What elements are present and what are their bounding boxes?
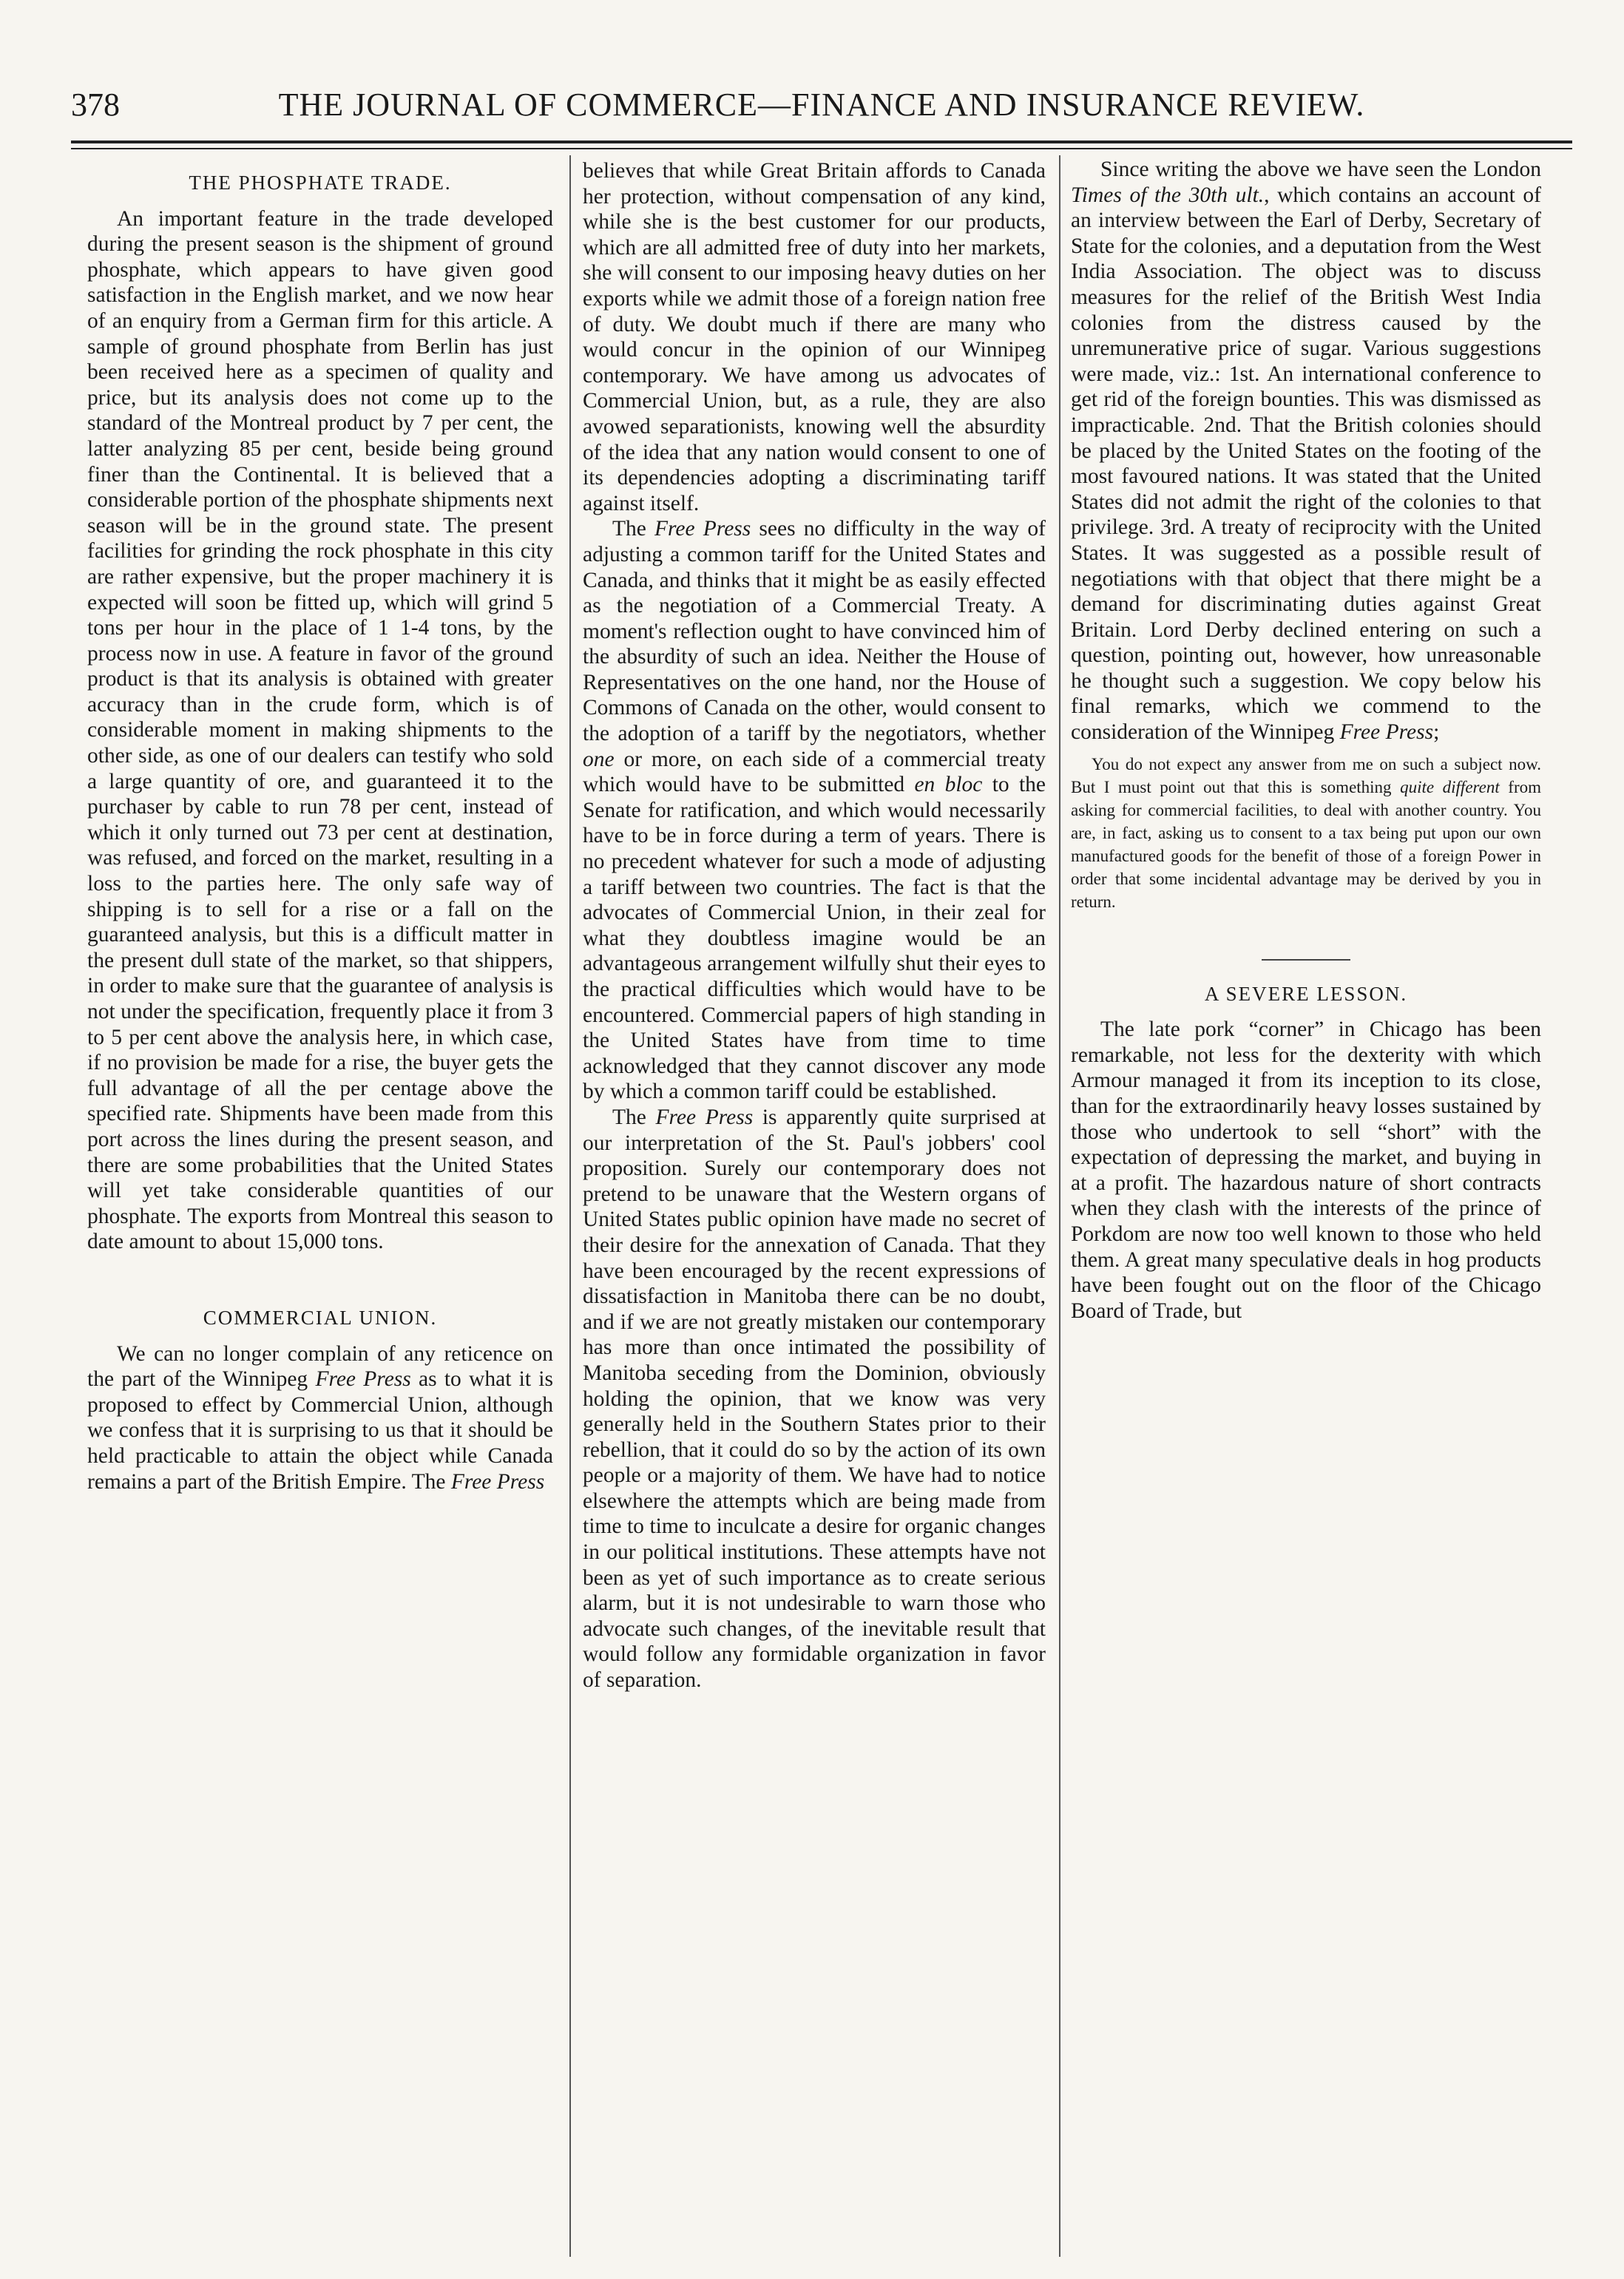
page-header xyxy=(71,83,1572,130)
commercial-union-paragraph-1-cont: believes that while Great Britain affords to Canada her protection, without compensation of any kind, while she is the best customer for our products, which are all admitted free of duty into her markets, she will consent to our imposing heavy duties on her exports while we admit those of a foreign nation free of duty. We doubt much if there are many who would concur in the opinion of our Winnipeg contemporary. We have among us advocates of Commercial Union, but, as a rule, they are also avowed separationists, knowing well the absurdity of the idea that any nation would consent to one of its dependencies adopting a discriminating tariff against itself. xyxy=(583,159,1046,515)
header-rule-thin xyxy=(71,148,1572,149)
header-rule-thick xyxy=(71,140,1572,143)
column-divider xyxy=(1059,155,1060,2257)
article-title-commercial-union: COMMERCIAL UNION. xyxy=(203,1306,438,1329)
page-number: 378 xyxy=(71,87,120,123)
commercial-union-paragraph-3: The Free Press is apparently quite surprised at our interpretation of the St. Paul's jobbers' cool proposition. Surely our contemporary does not pretend to be unaware that the Western organs of United States public opinion have made no secret of their desire for the annexation of Canada. That they have been encouraged by the recent expressions of dissatisfaction in Manitoba there can be no doubt, and if we are not greatly mistaken our contemporary has more than once intimated the possibility of Manitoba seceding from the Dominion, obviously holding the opinion, that we know was very generally held in the Southern States prior to their rebellion, that it could do so by the action of its own people or a majority of them. We have had to notice elsewhere the attempts which are being made from time to time to inculcate a desire for organic changes in our political institutions. These attempts have not been as yet of such importance as to create serious alarm, but it is not undesirable to warn those who advocate such changes, of the inevitable result that would follow any formidable organization in favor of separation. xyxy=(583,1105,1046,1693)
article-body-severe-lesson: The late pork “corner” in Chicago has been remarkable, not less for the dexterity with which Armour managed it from its inception to its close, than for the extraordinarily heavy losses sustained by those who undertook to sell “short” with the expectation of depressing the market, and buying in at a profit. The hazardous nature of short contracts when they clash with the interests of the prince of Porkdom are now too well known to those who held them. A great many speculative deals in hog products have been fought out on the floor of the Chicago Board of Trade, but xyxy=(1071,1017,1541,1323)
commercial-union-paragraph-1: We can no longer complain of any reticence on the part of the Winnipeg Free Press as to what it is proposed to effect by Commercial Union, although we confess that it is surprising to us that it should be held practicable to attain the object while Canada remains a part of the British Empire. The Free Press xyxy=(87,1341,553,1494)
commercial-union-paragraph-4: Since writing the above we have seen the London Times of the 30th ult., which contains an account of an interview between the Earl of Derby, Secretary of State for the colonies, and a deputation from the West India Association. The object was to discuss measures for the relief of the British West India colonies from the distress caused by the unremunerative price of sugar. Various suggestions were made, viz.: 1st. An international conference to get rid of the foreign bounties. This was dismissed as impracticable. 2nd. That the British colonies should be placed by the United States on the footing of the most favoured nations. It was stated that the United States did not admit the right of the colonies to that privilege. 3rd. A treaty of reciprocity with the United States. It was suggested as a possible result of negotiations with that object that there might be a demand for discriminating duties against Great Britain. Lord Derby declined entering on such a question, pointing out, however, how unreasonable he thought such a suggestion. We copy below his final remarks, which we commend to the consideration of the Winnipeg Free Press; xyxy=(1071,158,1542,745)
article-title-phosphate: THE PHOSPHATE TRADE. xyxy=(189,172,452,194)
commercial-union-paragraph-2: The Free Press sees no difficulty in the way of adjusting a common tariff for the United States and Canada, and thinks that it might be as easily effected as the negotiation of a Commercial Treaty. A moment's reflection ought to have convinced him of the absurdity of such an idea. Neither the House of Representatives on the one hand, nor the House of Commons of Canada on the other, would consent to the adoption of a tariff by the negotiators, whether one or more, on each side of a commercial treaty which would have to be submitted en bloc to the Senate for ratification, and which would necessarily have to be in force during a term of years. There is no precedent whatever for such a mode of adjusting a tariff between two countries. The fact is that the advocates of Commercial Union, in their zeal for what they doubtless imagine would be an advantageous arrangement wilfully shut their eyes to the practical difficulties which would have to be encountered. Commercial papers of high standing in the United States have from time to time acknowledged that they cannot discover any mode by which a common tariff could be established. xyxy=(583,517,1046,1104)
column-1 xyxy=(87,164,553,1494)
block-quote-lord-derby: You do not expect any answer from me on such a subject now. But I must point out that this is something quite different from asking for commercial facilities, to deal with another country. You are, in fact, asking us to consent to a tax being put upon our own manufactured goods for the benefit of those of a foreign Power in order that some incidental advantage may be derived by you in return. xyxy=(1071,754,1541,911)
article-body-phosphate: An important feature in the trade developed during the present season is the shipment of ground phosphate, which appears to have given good satisfaction in the English market, and we now hear of an enquiry from a German firm for this article. A sample of ground phosphate from Berlin has just been received here as a specimen of quality and price, but its analysis does not come up to the standard of the Montreal product by 7 per cent, the latter analyzing 85 per cent, beside being ground finer than the Continental. It is believed that a considerable portion of the phosphate shipments next season will be in the ground state. The present facilities for grinding the rock phosphate in this city are rather expensive, but the proper machinery it is expected will soon be fitted up, which will grind 5 tons per hour in the place of 1 1-4 tons, by the process now in use. A feature in favor of the ground product is that its analysis is obtained with greater accuracy than in the crude form, which is of considerable moment in making shipments to the other side, as one of our dealers can testify who sold a large quantity of ore, and guaranteed it to the purchaser by cable to run 78 per cent, instead of which it only turned out 73 per cent at destination, was refused, and forced on the market, resulting in a loss to the parties here. The only safe way of shipping is to sell for a rise or a fall on the guaranteed analysis, but this is a difficult matter in the present dull state of the market, so that shippers, in order to make sure that the guarantee of analysis is not under the specification, frequently place it from 3 to 5 per cent above the analysis here, in which case, if no provision be made for a rise, the buyer gets the full advantage of all the per centage above the specified rate. Shipments have been made from this port across the lines during the present season, and there are some probabilities that the United States will yet take considerable quantities of our phosphate. The exports from Montreal this season to date amount to about 15,000 tons. xyxy=(87,206,553,1254)
article-title-severe-lesson: A SEVERE LESSON. xyxy=(1204,982,1408,1005)
column-divider xyxy=(569,155,571,2257)
column-3 xyxy=(1071,157,1541,1324)
running-head: THE JOURNAL OF COMMERCE—FINANCE AND INSURANCE REVIEW. xyxy=(278,87,1365,123)
section-separator xyxy=(1262,959,1350,961)
column-2 xyxy=(583,158,1046,1693)
